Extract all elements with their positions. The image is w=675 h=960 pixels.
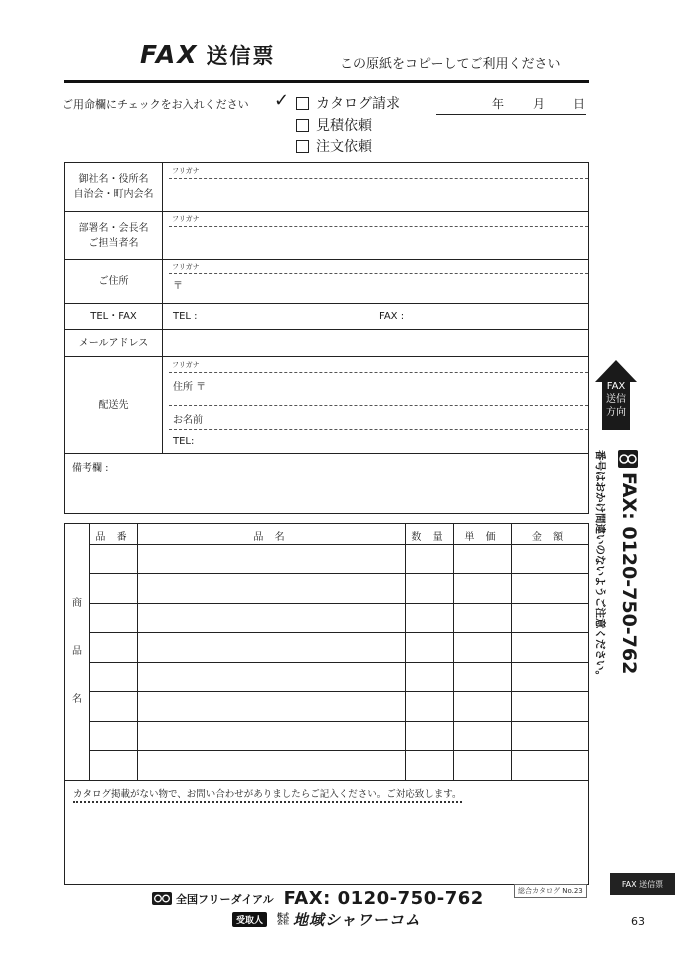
option-catalog-label: カタログ請求 xyxy=(316,96,400,112)
arrow-line-1: FAX xyxy=(606,381,626,392)
inquiry-input[interactable] xyxy=(73,804,578,876)
date-day: 日 xyxy=(573,97,586,111)
form-divider xyxy=(162,163,163,453)
header-amount: 金 額 xyxy=(531,532,568,543)
email-label: メールアドレス xyxy=(78,337,149,349)
address-label: ご住所 xyxy=(98,276,129,287)
delivery-label: 配送先 xyxy=(98,399,129,411)
option-order[interactable] xyxy=(296,136,372,156)
postal-mark[interactable]: 〒 xyxy=(173,281,183,292)
free-dial-label: 全国フリーダイアル xyxy=(176,892,274,906)
header-quantity: 数 量 xyxy=(411,532,447,543)
checkbox-estimate[interactable] xyxy=(296,119,309,132)
furigana-label: フリガナ xyxy=(172,215,200,223)
check-intro: ご用命欄にチェックをお入れください xyxy=(62,98,249,111)
checkbox-order[interactable] xyxy=(296,140,309,153)
footer-receiver xyxy=(232,909,421,930)
remarks-input[interactable] xyxy=(125,459,580,507)
furigana-label: フリガナ xyxy=(172,361,200,369)
caution-vertical: 番号はおかけ間違いのないようご注意ください。 xyxy=(594,450,606,681)
check-mark-icon: ✓ xyxy=(274,90,290,111)
delivery-name[interactable]: お名前 xyxy=(173,415,203,426)
side-char-1: 商 xyxy=(72,598,82,609)
section-tab: FAX 送信票 xyxy=(610,873,675,895)
remarks-label: 備考欄 : xyxy=(72,463,109,474)
option-order-label: 注文依頼 xyxy=(316,139,372,155)
dept-input[interactable] xyxy=(167,229,587,257)
header-item-name: 品 名 xyxy=(253,532,289,543)
table-row xyxy=(89,573,588,574)
company-logo-text: 地域シャワーコム xyxy=(293,911,421,929)
arrow-line-2: 送信 xyxy=(606,394,626,405)
footer-fax-number: FAX: 0120-750-762 xyxy=(283,888,484,909)
furigana-label: フリガナ xyxy=(172,167,200,175)
checkbox-catalog[interactable] xyxy=(296,97,309,110)
kabushiki-kaisha: 株式 会社 xyxy=(277,912,290,926)
dept-label: 部署名・会長名 ご担当者名 xyxy=(78,222,149,249)
title-fax: FAX xyxy=(140,40,199,69)
option-estimate-label: 見積依頼 xyxy=(316,118,372,134)
delivery-tel[interactable]: TEL: xyxy=(173,436,195,447)
fax-number-vertical: FAX: 0120-750-762 xyxy=(618,472,640,675)
arrow-line-3: 方向 xyxy=(606,407,626,418)
fax-direction-arrow xyxy=(595,360,637,434)
furigana-label: フリガナ xyxy=(172,263,200,271)
table-row xyxy=(89,750,588,751)
email-input[interactable] xyxy=(167,333,587,353)
side-char-3: 名 xyxy=(72,694,82,705)
header-item-no: 品 番 xyxy=(95,532,131,543)
date-field[interactable] xyxy=(436,94,586,115)
inquiry-note: カタログ掲載がない物で、お問い合わせがありましたらご記入ください。ご対応致します。 xyxy=(73,786,462,803)
option-catalog[interactable] xyxy=(296,93,400,113)
date-year: 年 xyxy=(492,97,505,111)
telfax-label: TEL・FAX xyxy=(90,311,137,322)
tel-field[interactable]: TEL : xyxy=(173,311,198,322)
table-row xyxy=(89,632,588,633)
title-jp: 送信票 xyxy=(206,44,276,68)
free-dial-icon xyxy=(152,892,172,905)
page-number: 63 xyxy=(631,915,645,928)
header-unit-price: 単 価 xyxy=(464,532,500,543)
items-table xyxy=(64,523,589,885)
delivery-address[interactable]: 住所 〒 xyxy=(173,382,207,393)
table-row xyxy=(89,721,588,722)
title-rule xyxy=(64,80,589,83)
company-input[interactable] xyxy=(167,181,587,209)
free-dial-icon xyxy=(618,450,638,468)
table-row xyxy=(89,603,588,604)
customer-form xyxy=(64,162,589,514)
company-label: 御社名・役所名 自治会・町内会名 xyxy=(73,174,154,200)
option-estimate[interactable] xyxy=(296,115,372,135)
table-row xyxy=(89,662,588,663)
page-title xyxy=(140,40,275,70)
fax-field[interactable]: FAX : xyxy=(379,311,405,322)
side-char-2: 品 xyxy=(72,646,82,657)
subtitle: この原紙をコピーしてご利用ください xyxy=(340,57,561,72)
table-row xyxy=(89,691,588,692)
date-month: 月 xyxy=(533,97,546,111)
catalog-number: 総合カタログ No.23 xyxy=(514,884,587,898)
footer-free-dial xyxy=(152,888,484,909)
receiver-badge: 受取人 xyxy=(232,912,267,927)
